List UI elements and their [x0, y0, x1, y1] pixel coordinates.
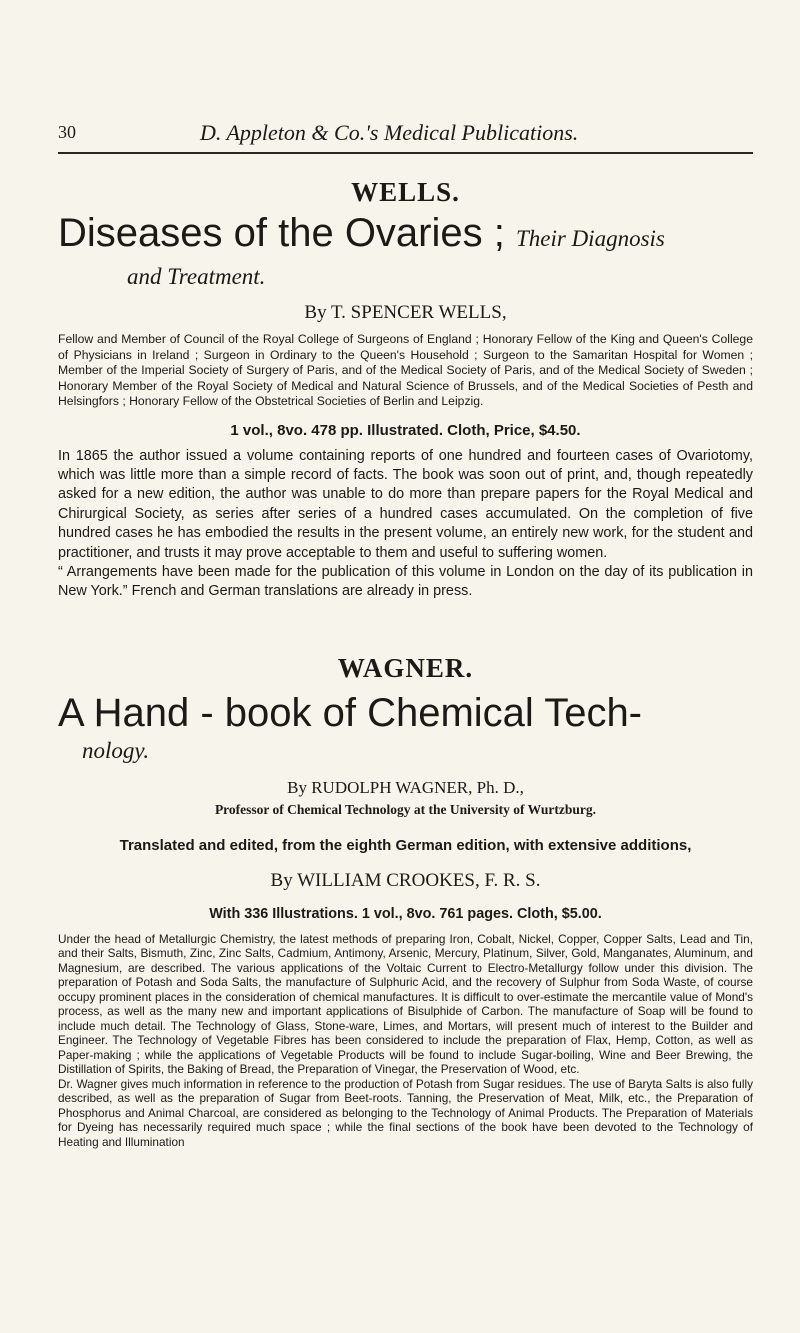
running-head: [58, 112, 753, 154]
description-paragraph: “ Arrangements have been made for the publication of this volume in London on the day of its publication in New York.” French and German translations are already in press.: [58, 563, 753, 600]
author-byline: By T. SPENCER WELLS,: [304, 302, 507, 323]
running-title: D. Appleton & Co.'s Medical Publications.: [200, 120, 579, 145]
book-description: [58, 932, 753, 1150]
book-title-sub: Their Diagnosis: [515, 226, 665, 251]
description-paragraph: Dr. Wagner gives much information in reference to the production of Potash from Sugar residues. The use of Baryta Salts is also fully described, as well as the preparation of Sugar from Beet-roots. Tanning, the Preservation of Meat, Milk, etc., the Preparation of Phosphorus and Animal Charcoal, are considered as belonging to the Technology of Animal Products. The Preparation of Materials for Dyeing has necessarily required much space ; while the final sections of the book have been devoted to the Technology of Heating and Illumination: [58, 1076, 753, 1149]
translator-byline: By WILLIAM CROOKES, F. R. S.: [270, 869, 541, 891]
publication-details: With 336 Illustrations. 1 vol., 8vo. 761 pages. Cloth, $5.00.: [209, 905, 602, 922]
book-title-main: Diseases of the Ovaries ;: [58, 211, 505, 255]
description-paragraph: Under the head of Metallurgic Chemistry, the latest methods of preparing Iron, Cobalt, Nickel, Copper, Copper Salts, Lead and Tin, and their Salts, Bismuth, Zinc, Zinc Salts, Cadmium, Antimony, Arsenic, Mercury, Platinum, Silver, Gold, Manganates, Aluminum, and Magnesium, are described. The various applications of the Voltaic Current to Electro-Metallurgy follow under this division. The preparation of Potash and Soda Salts, the manufacture of Sulphuric Acid, and the recovery of Sulphur from Soda Waste, of course occupy prominent places in the consideration of chemical manufactures. It is difficult to over-estimate the mercantile value of Mond's process, as well as the many new and important applications of Bisulphide of Carbon. The manufacture of Soap will be found to include much detail. The Technology of Glass, Stone-ware, Limes, and Mortars, will present much of interest to the Builder and Engineer. The Technology of Vegetable Fibres has been considered to include the preparation of Flax, Hemp, Cotton, as well as Paper-making ; while the applications of Vegetable Products will be found to include Sugar-boiling, Wine and Beer Brewing, the Distillation of Spirits, the Baking of Bread, the Preparation of Vinegar, the Preservation of Wood, etc.: [58, 931, 753, 1077]
entry-author-heading: WAGNER.: [337, 652, 474, 683]
author-byline: By RUDOLPH WAGNER, Ph. D.,: [287, 777, 524, 797]
translation-note: Translated and edited, from the eighth German edition, with extensive additions,: [119, 836, 692, 854]
book-title-continued: and Treatment.: [127, 264, 266, 289]
author-credentials: Fellow and Member of Council of the Royal College of Surgeons of England ; Honorary Fellow of the King and Queen's College of Physicians in Ireland ; Surgeon in Ordinary to the Queen's Household ; Surgeon to the Samaritan Hospital for Women ; Member of the Imperial Society of Surgery of Paris, and of the Medical Society of Paris, and of the Medical Society of Sweden ; Honorary Member of the Royal Society of Medical and Natural Science of Brussels, and of the Medical Societies of Pesth and Helsingfors ; Honorary Fellow of the Obstetrical Societies of Berlin and Leipzig.: [58, 332, 753, 408]
book-title: A Hand - book of Chemical Tech-: [58, 690, 643, 735]
description-paragraph: In 1865 the author issued a volume containing reports of one hundred and fourteen cases of Ovariotomy, which was little more than a simple record of facts. The book was soon out of print, and, though repeatedly asked for a new edition, the author was unable to do more than prepare papers for the Royal Medical and Chirurgical Society, as series after series of a hundred cases accumulated. On the completion of five hundred cases he has embodied the results in the present volume, an entirely new work, for the student and practitioner, and trusts it may prove acceptable to them and useful to suffering women.: [58, 447, 753, 561]
page-number: 30: [58, 122, 76, 142]
page: [58, 112, 753, 1149]
book-description: [58, 447, 753, 602]
publication-details: 1 vol., 8vo. 478 pp. Illustrated. Cloth, Price, $4.50.: [230, 421, 581, 439]
author-position: Professor of Chemical Technology at the University of Wurtzburg.: [214, 801, 597, 817]
book-title-continued: nology.: [82, 737, 150, 763]
book-title: [58, 210, 753, 262]
entry-author-heading: WELLS.: [351, 177, 460, 207]
